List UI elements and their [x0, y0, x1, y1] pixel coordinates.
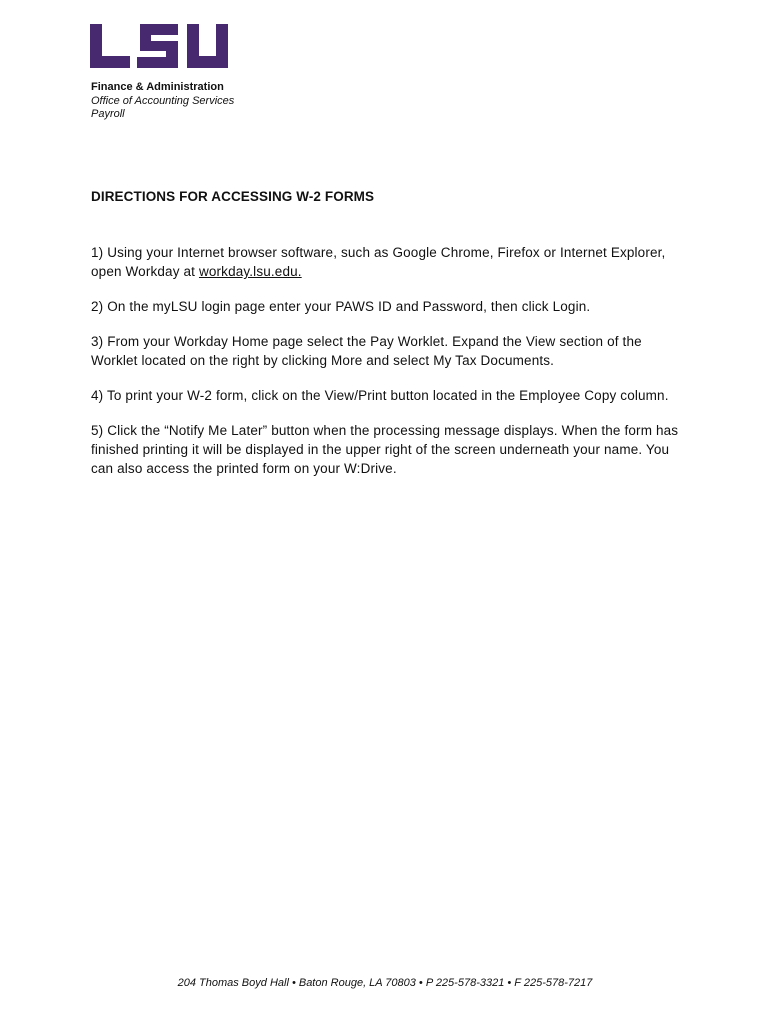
step-1: [91, 243, 691, 281]
letterhead-sub: Payroll: [91, 108, 125, 120]
step-2: 2) On the myLSU login page enter your PAWS ID and Password, then click Login.: [91, 299, 591, 314]
step-3: 3) From your Workday Home page select the Pay Worklet. Expand the View section of the Worklet located on the right by clicking More and select My Tax Documents.: [91, 334, 642, 368]
document-heading: DIRECTIONS FOR ACCESSING W-2 FORMS: [91, 189, 375, 204]
directions-list: [91, 243, 691, 494]
workday-link[interactable]: workday.lsu.edu.: [198, 264, 302, 279]
letterhead-department: [91, 81, 234, 122]
letterhead-unit: Finance & Administration: [91, 81, 224, 93]
letterhead-office: Office of Accounting Services: [91, 94, 235, 107]
step-1-text: 1) Using your Internet browser software, such as Google Chrome, Firefox or Internet Explorer, open Workday at: [91, 245, 666, 279]
lsu-logo: [90, 22, 230, 70]
letterhead-footer: 204 Thomas Boyd Hall • Baton Rouge, LA 70803 • P 225-578-3321 • F 225-578-7217: [177, 977, 593, 989]
step-4: 4) To print your W-2 form, click on the View/Print button located in the Employee Copy column.: [91, 388, 669, 403]
step-5: 5) Click the “Notify Me Later” button when the processing message displays. When the form has finished printing it will be displayed in the upper right of the screen underneath your name. You can also access the printed form on your W:Drive.: [91, 423, 679, 476]
